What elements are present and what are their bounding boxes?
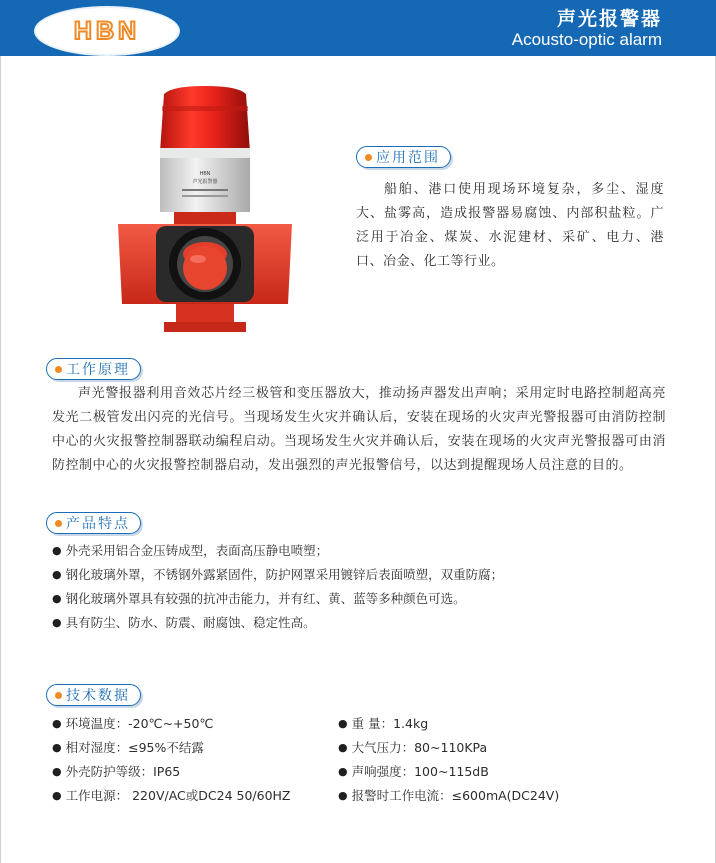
logo [36,8,178,54]
bullet-icon: ● [338,741,348,754]
spec-item: ● 报警时工作电流：≤600mA(DC24V) [338,784,668,808]
bullet-icon: ● [338,765,348,778]
specs-list-right [338,712,668,808]
section-title-principle: 工作原理 [46,358,141,380]
bullet-icon: ● [52,544,62,557]
application-text: 船舶、港口使用现场环境复杂，多尘、湿度大、盐雾高，造成报警器易腐蚀、内部积盐粒。广泛用于冶金、煤炭、水泥建材、采矿、电力、港口、冶金、化工等行业。 [356,182,664,269]
bullet-icon: ● [338,789,348,802]
bullet-icon: ● [52,616,62,629]
list-item: ● 外壳采用铝合金压铸成型，表面高压静电喷塑； [52,539,672,563]
spec-item: ● 大气压力：80~110KPa [338,736,668,760]
spec-item: ● 重 量：1.4kg [338,712,668,736]
spec-item: ● 声响强度：100~115dB [338,760,668,784]
bullet-icon: ● [52,717,62,730]
bullet-dot-icon [365,154,372,161]
list-item: ● 具有防尘、防水、防震、耐腐蚀、稳定性高。 [52,611,672,635]
bullet-icon: ● [52,592,62,605]
bullet-icon: ● [52,741,62,754]
logo-text: HBN [73,17,141,45]
section-title-specs: 技术数据 [46,684,141,706]
features-list [52,539,672,635]
page-title-en: Acousto-optic alarm [511,30,662,49]
lamp-body [160,158,250,212]
lamp-dome [160,86,250,152]
spec-item: ● 外壳防护等级：IP65 [52,760,342,784]
mount-bracket [164,322,246,332]
specs-list-left [52,712,342,808]
spec-item: ● 相对湿度：≤95%不结露 [52,736,342,760]
product-label-name: 声光报警器 [192,179,218,185]
principle-text: 声光警报器利用音效芯片经三极管和变压器放大，推动扬声器发出声响；采用定时电路控制超高亮发光二极管发出闪亮的光信号。当现场发生火灾并确认后，安装在现场的火灾声光警报器可由消防控制中心的火灾报警控制器联动编程启动。当现场发生火灾并确认后，安装在现场的火灾声光警报器可由消防控制中心的火灾报警控制器启动，发出强烈的声光报警信号，以达到提醒现场人员注意的目的。 [52,386,666,473]
bullet-dot-icon [55,692,62,699]
bullet-dot-icon [55,520,62,527]
left-border [0,56,1,863]
spec-item: ● 工作电源： 220V/AC或DC24 50/60HZ [52,784,342,808]
list-item: ● 钢化玻璃外罩，不锈钢外露紧固件，防护网罩采用镀锌后表面喷塑，双重防腐； [52,563,672,587]
header-bar [0,0,716,56]
list-item: ● 钢化玻璃外罩具有较强的抗冲击能力，并有红、黄、蓝等多种颜色可选。 [52,587,672,611]
product-label-brand: HBN [199,171,211,177]
bullet-icon: ● [52,568,62,581]
product-image [112,86,298,336]
section-title-application: 应用范围 [356,146,451,168]
bullet-icon: ● [52,789,62,802]
bullet-icon: ● [338,717,348,730]
spec-item: ● 环境温度：-20℃~+50℃ [52,712,342,736]
page-title-cn: 声光报警器 [556,8,662,30]
bullet-icon: ● [52,765,62,778]
section-title-features: 产品特点 [46,512,141,534]
bullet-dot-icon [55,366,62,373]
